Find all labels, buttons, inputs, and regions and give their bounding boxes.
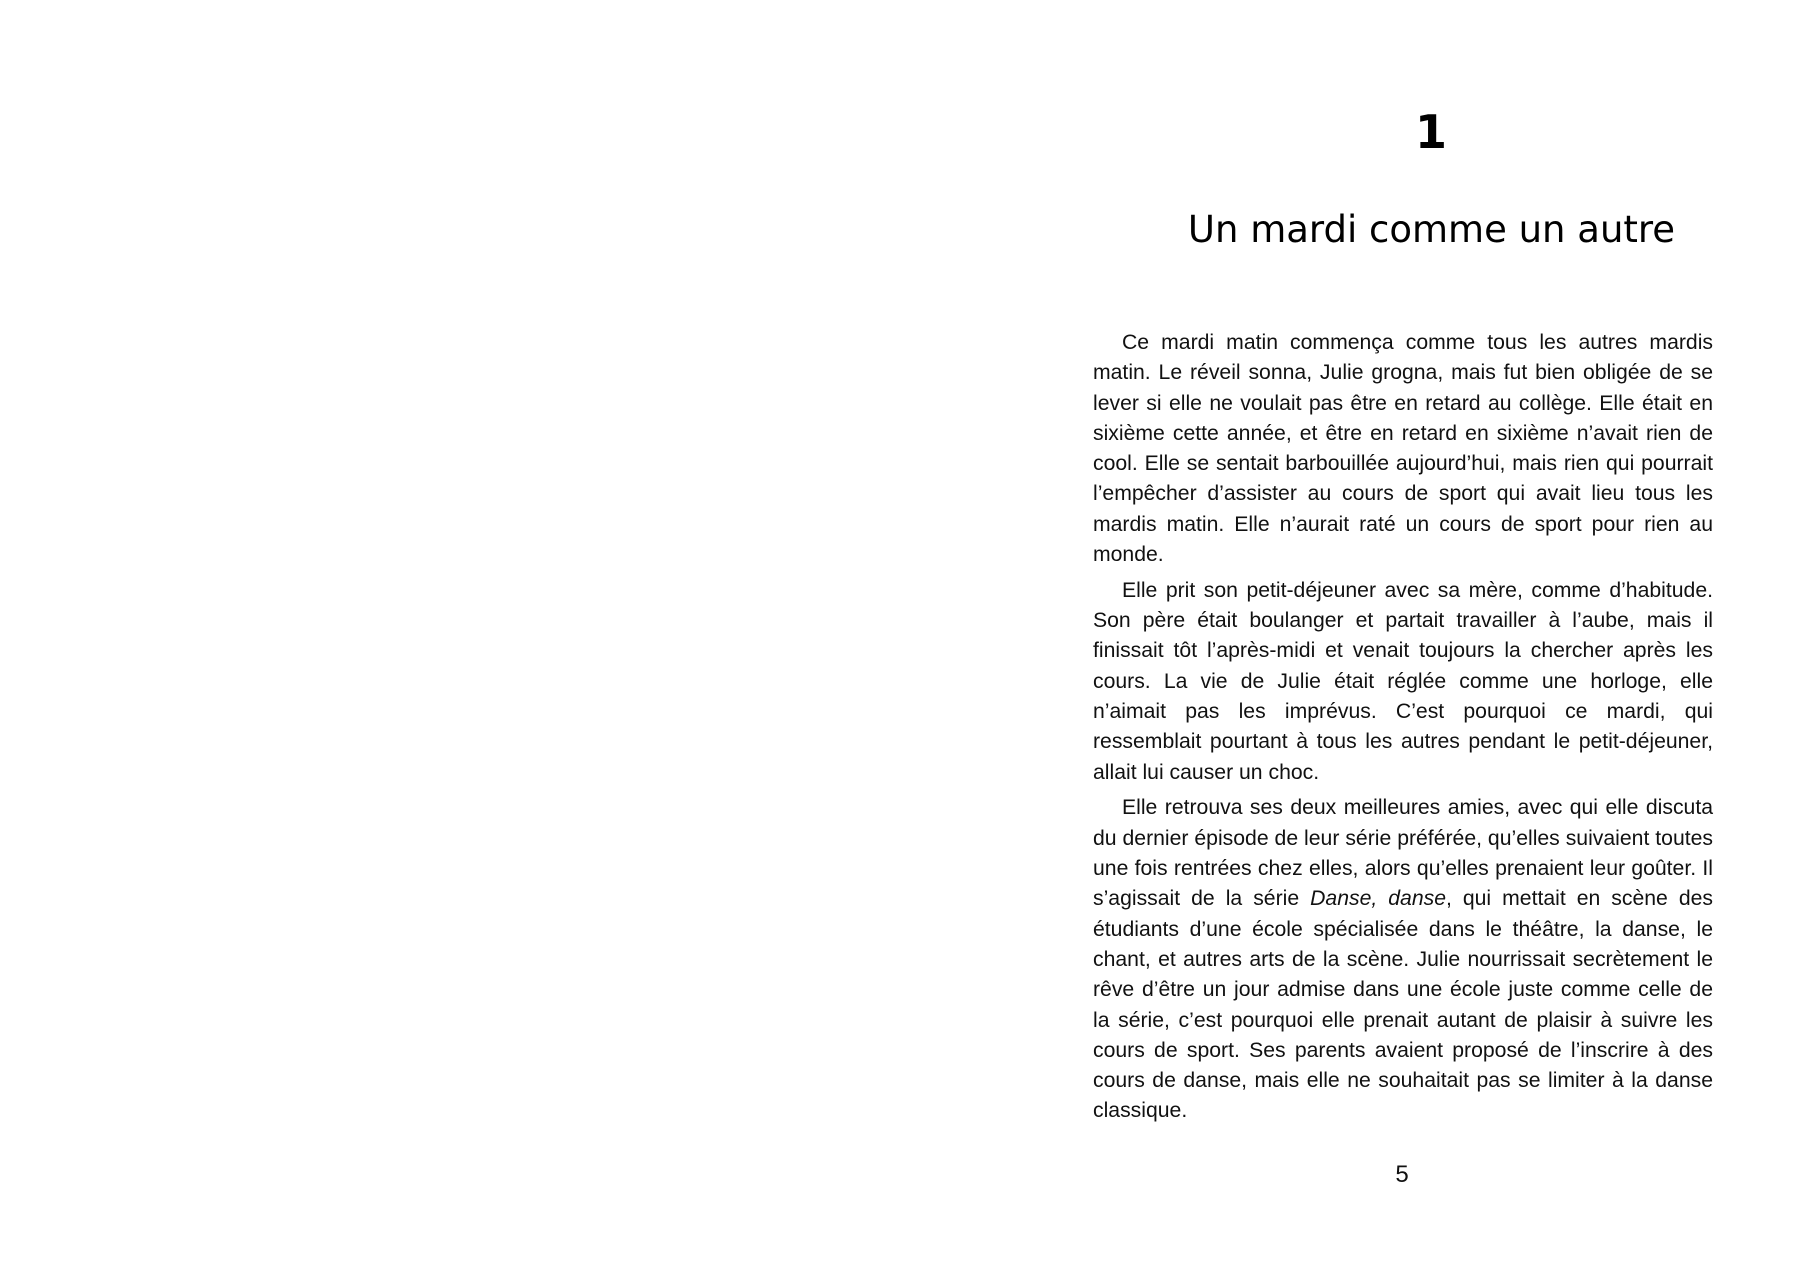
paragraph-2: Elle prit son petit-déjeuner avec sa mère, comme d’habitude. Son père était boulanger et partait travailler à l’aube, mais il finissait tôt l’après-midi et venait toujours la chercher après les cours. La vie de Julie était réglée comme une horloge, elle n’aimait pas les imprévus. C’est pourquoi ce mardi, qui ressemblait pourtant à tous les autres pendant le petit-déjeuner, allait lui causer un choc.	[1093, 578, 1713, 784]
paragraph-1: Ce mardi matin commença comme tous les autres mardis matin. Le réveil sonna, Julie grogna, mais fut bien obligée de se lever si elle ne voulait pas être en retard au collège. Elle était en sixième cette année, et être en retard en sixième n’avait rien de cool. Elle se sentait barbouillée aujourd’hui, mais rien qui pourrait l’empêcher d’assister au cours de sport qui avait lieu tous les mardis matin. Elle n’aurait raté un cours de sport pour rien au monde.	[1093, 331, 1713, 567]
chapter-title: Un mardi comme un autre	[1187, 208, 1676, 251]
paragraph-3-text-start: Elle retrouva ses deux meilleures amies, avec qui elle discuta du dernier épisode de leur série préférée, qu’elles suivaient toutes une fois rentrées chez elles, alors qu’elles prenaient leur goûter. Il s’agissait de la série	[1093, 796, 1713, 911]
series-title-italic: Danse, danse	[1310, 887, 1446, 911]
paragraph-3-text-end: , qui mettait en scène des étudiants d’une école spécialisée dans le théâtre, la danse, le chant, et autres arts de la scène. Julie nourrissait secrètement le rêve d’être un jour admise dans une école juste comme celle de la série, c’est pourquoi elle prenait autant de plaisir à suivre les cours de sport. Ses parents avaient proposé de l’inscrire à des cours de danse, mais elle ne souhaitait pas se limiter à la danse classique.	[1093, 887, 1713, 1123]
paragraph-3	[1093, 793, 1713, 1126]
chapter-number: 1	[1414, 105, 1447, 159]
chapter-body	[1093, 328, 1713, 1132]
page-number: 5	[1395, 1161, 1409, 1188]
